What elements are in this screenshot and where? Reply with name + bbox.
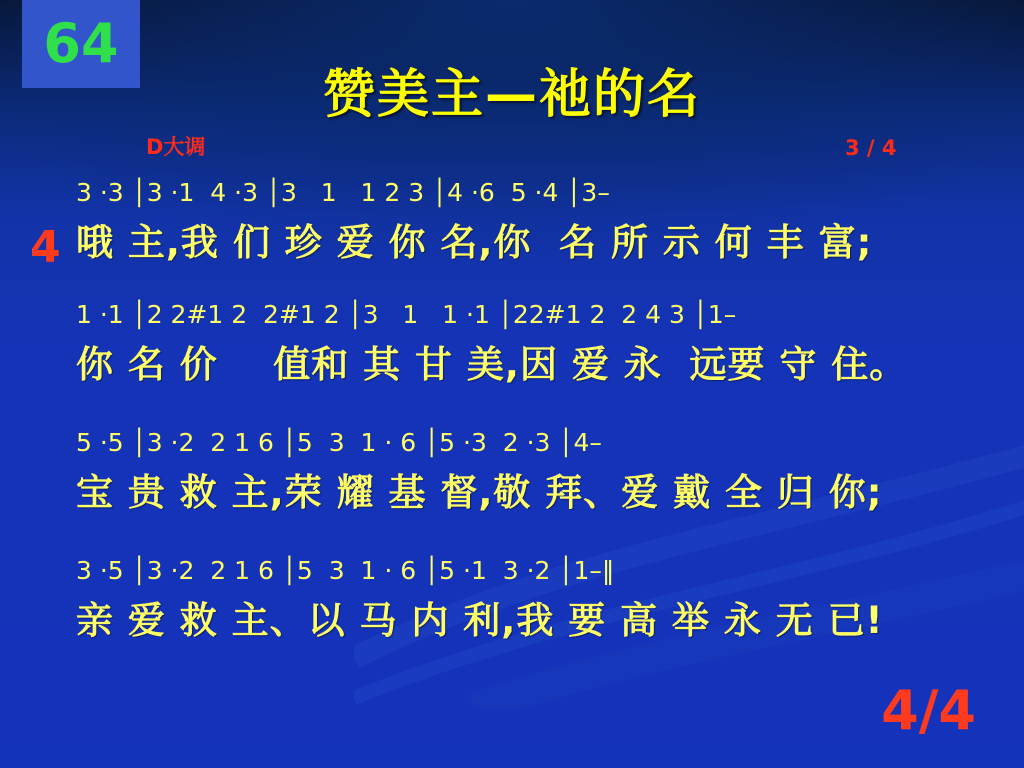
- stave-2: [76, 300, 976, 388]
- stave-4-lyrics: 亲 爱 救 主、以 马 内 利,我 要 高 举 永 无 已!: [76, 599, 884, 642]
- stave-4-notes: 3 ·5 │3 ·2 2 1 6 │5 3 1 · 6 │5 ·1 3 ·2 │1–‖: [76, 556, 615, 585]
- stave-2-lyrics: 你 名 价 值和 其 甘 美,因 爱 永 远要 守 住。: [76, 343, 908, 386]
- stave-2-notes: 1 ·1 │2 2#1 2 2#1 2 │3 1 1 ·1 │22#1 2 2 4 3 │1–: [76, 300, 737, 329]
- page-title: 赞美主—祂的名: [322, 65, 701, 125]
- beat-marker: 4: [30, 222, 61, 273]
- stave-1-notes: 3 ·3 │3 ·1 4 ·3 │3 1 1 2 3 │4 ·6 5 ·4 │3–: [76, 178, 610, 207]
- key-signature-label: D大调: [146, 135, 206, 159]
- stave-3-notes: 5 ·5 │3 ·2 2 1 6 │5 3 1 · 6 │5 ·3 2 ·3 │4–: [76, 428, 602, 457]
- stave-1-lyrics: 哦 主,我 们 珍 爱 你 名,你 名 所 示 何 丰 富;: [76, 221, 873, 264]
- stave-4: [76, 556, 976, 644]
- time-signature-label: 3 / 4: [845, 136, 897, 160]
- page-marker: 4/4: [881, 679, 976, 742]
- stave-3-lyrics: 宝 贵 救 主,荣 耀 基 督,敬 拜、爱 戴 全 归 你;: [76, 471, 883, 514]
- slide-number: 64: [43, 12, 119, 75]
- stave-1: [76, 178, 976, 266]
- stave-3: [76, 428, 976, 516]
